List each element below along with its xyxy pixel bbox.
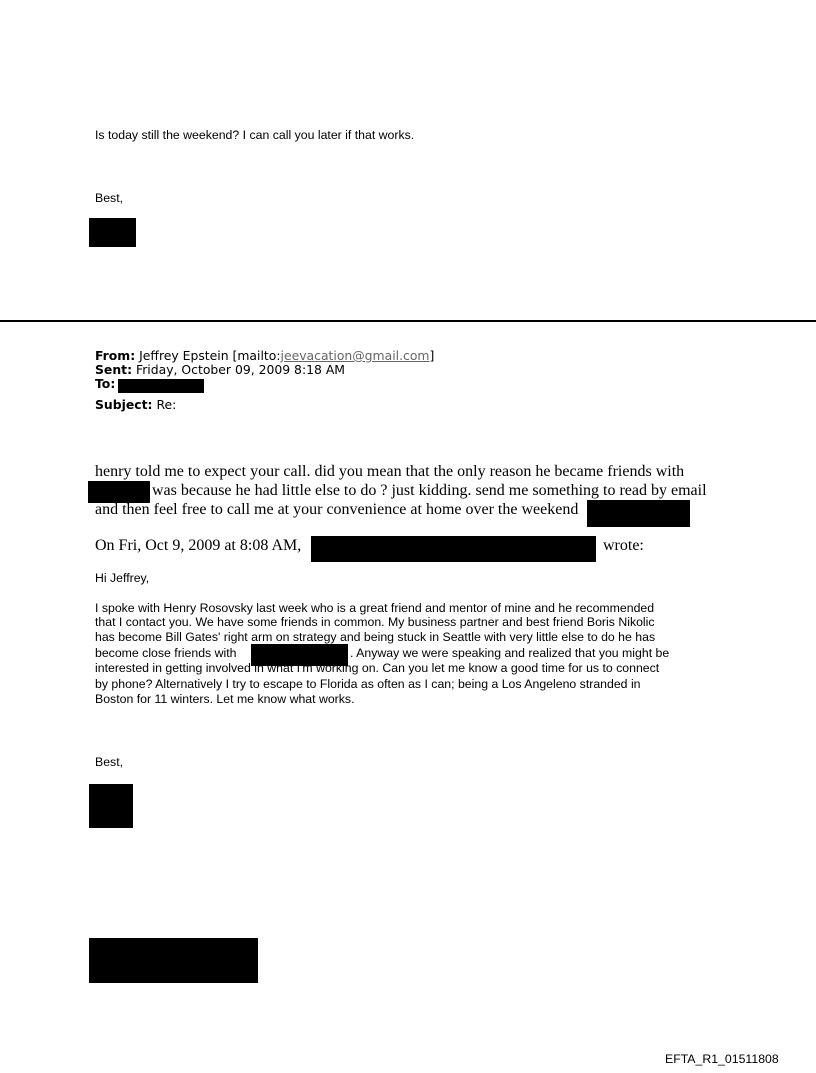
original-line-2: that I contact you. We have some friends in common. My business partner and best friend Boris Nikolic <box>95 615 655 629</box>
quote-wrote: wrote: <box>603 537 644 554</box>
redacted-sender-address <box>311 536 596 562</box>
to-label: To: <box>95 376 116 391</box>
original-greeting: Hi Jeffrey, <box>95 571 150 585</box>
from-close: ] <box>429 348 435 363</box>
original-closing: Best, <box>95 755 124 769</box>
quote-intro: On Fri, Oct 9, 2009 at 8:08 AM, <box>95 537 302 554</box>
reply-line-1: henry told me to expect your call. did you mean that the only reason he became friends with <box>95 463 685 480</box>
original-line-5: interested in getting involved in what I'm working on. Can you let me know a good time for us to connect <box>95 661 660 675</box>
from-name: Jeffrey Epstein [mailto: <box>139 348 281 363</box>
to-line <box>95 377 115 391</box>
sent-line <box>95 363 345 377</box>
document-id: EFTA_R1_01511808 <box>665 1052 779 1066</box>
sent-value: Friday, October 09, 2009 8:18 AM <box>135 362 345 377</box>
redacted-name-1 <box>88 481 150 503</box>
redacted-signature-reply <box>587 500 690 527</box>
sent-label: Sent: <box>95 362 133 377</box>
original-line-4b: . Anyway we were speaking and realized that you might be <box>350 646 670 660</box>
subject-label: Subject: <box>95 397 153 412</box>
original-line-1: I spoke with Henry Rosovsky last week who is a great friend and mentor of mine and he recommended <box>95 601 655 615</box>
top-message-line: Is today still the weekend? I can call you later if that works. <box>95 128 415 142</box>
original-line-3: has become Bill Gates' right arm on strategy and being stuck in Seattle with very little else to do he has <box>95 630 656 644</box>
redacted-signature-top <box>89 218 136 247</box>
top-closing: Best, <box>95 191 124 205</box>
separator-rule <box>0 320 816 322</box>
from-line <box>95 349 434 363</box>
original-line-4a: become close friends with <box>95 646 237 660</box>
original-line-7: Boston for 11 winters. Let me know what works. <box>95 692 355 706</box>
original-line-6: by phone? Alternatively I try to escape to Florida as often as I can; being a Los Angeleno stranded in <box>95 677 641 691</box>
reply-line-3: and then feel free to call me at your convenience at home over the weekend <box>95 501 579 518</box>
subject-value: Re: <box>156 397 177 412</box>
reply-line-2: was because he had little else to do ? just kidding. send me something to read by email <box>152 482 707 499</box>
subject-line <box>95 398 176 412</box>
redacted-signature-original <box>89 784 133 828</box>
redacted-block-bottom <box>89 938 258 983</box>
redacted-recipient <box>118 379 204 393</box>
from-email-link[interactable]: jeevacation@gmail.com <box>280 348 430 363</box>
from-label: From: <box>95 348 136 363</box>
